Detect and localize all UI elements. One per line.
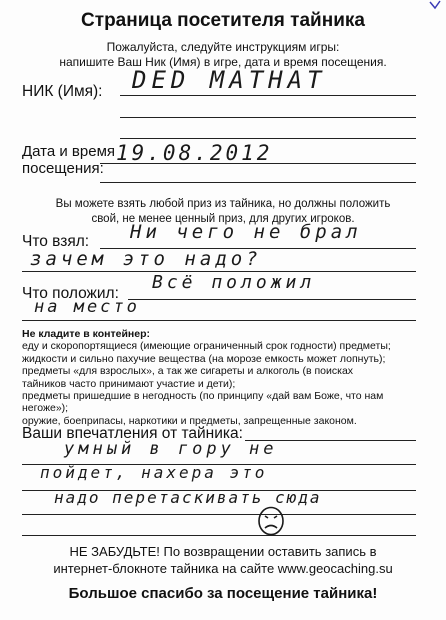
rules-line: оружие, боеприпасы, наркотики и предметы, запрещенные законом. (22, 414, 357, 427)
date-handwritten: 19.08.2012 (116, 141, 273, 165)
rules-line: жидкости и сильно пахучие вещества (на морозе емкость может лопнуть); (22, 352, 386, 365)
footer-line: интернет-блокноте тайника на сайте www.geocaching.su (53, 561, 393, 576)
thanks-text: Большое спасибо за посещение тайника! (68, 585, 378, 602)
took-handwritten-2: зачем это надо? (30, 248, 262, 270)
datetime-label (22, 143, 115, 177)
intro-line: напишите Ваш Ник (Имя) в игре, дата и время посещения. (59, 55, 387, 69)
date-line-2 (100, 182, 416, 183)
left-handwritten-2: на место (34, 297, 140, 317)
took-handwritten-1: Ни чего не брал (130, 221, 362, 243)
impressions-line-5 (22, 535, 416, 536)
rules-line: предметы «для взрослых», а так же сигареты и алкоголь (в поисках (22, 365, 354, 378)
footer-line: НЕ ЗАБУДЬТЕ! По возвращении оставить запись в (69, 544, 377, 559)
impression-handwritten-1: умный в гору не (64, 439, 278, 459)
rules-line: еду и скоропортящиеся (имеющие ограниченный срок годности) предметы; (22, 340, 391, 353)
sad-face-icon (256, 505, 286, 537)
left-handwritten-1: Всё положил (152, 272, 316, 293)
nick-handwritten: DED MATHAT (132, 66, 327, 94)
swap-note-line: свой, не менее ценный приз, для других игроков. (91, 213, 355, 225)
swap-note-line: Вы можете взять любой приз из тайника, но должны положить (55, 198, 391, 210)
nick-label: НИК (Имя): (22, 83, 103, 100)
took-label: Что взял: (22, 233, 90, 250)
nick-line-3 (120, 138, 416, 139)
nick-line-2 (120, 117, 416, 118)
impression-handwritten-3: надо перетаскивать сюда (54, 488, 322, 507)
impressions-line-4 (22, 514, 416, 515)
datetime-label-line: Дата и время (22, 143, 116, 160)
left-line (128, 299, 416, 300)
datetime-label-line: посещения: (22, 160, 104, 177)
footer-note (20, 543, 426, 577)
left-line-2 (22, 320, 416, 321)
rules-line: тайников часто принимают участие и дети); (22, 377, 236, 390)
impressions-label: Ваши впечатления от тайника: (22, 425, 243, 442)
intro-line: Пожалуйста, следуйте инструкциям игры: (106, 40, 340, 54)
page-title: Страница посетителя тайника (81, 10, 365, 31)
rules-line: предметы пришедшие в негодность (по принципу «дай вам Боже, что нам негоже»); (22, 390, 384, 415)
rules-block (22, 328, 422, 427)
nick-line (120, 95, 416, 96)
date-line (100, 163, 416, 164)
pen-mark-icon (428, 0, 442, 10)
rules-heading: Не кладите в контейнер: (22, 328, 151, 340)
impression-handwritten-2: пойдет, нахера это (40, 463, 268, 482)
left-label: Что положил: (22, 285, 119, 302)
